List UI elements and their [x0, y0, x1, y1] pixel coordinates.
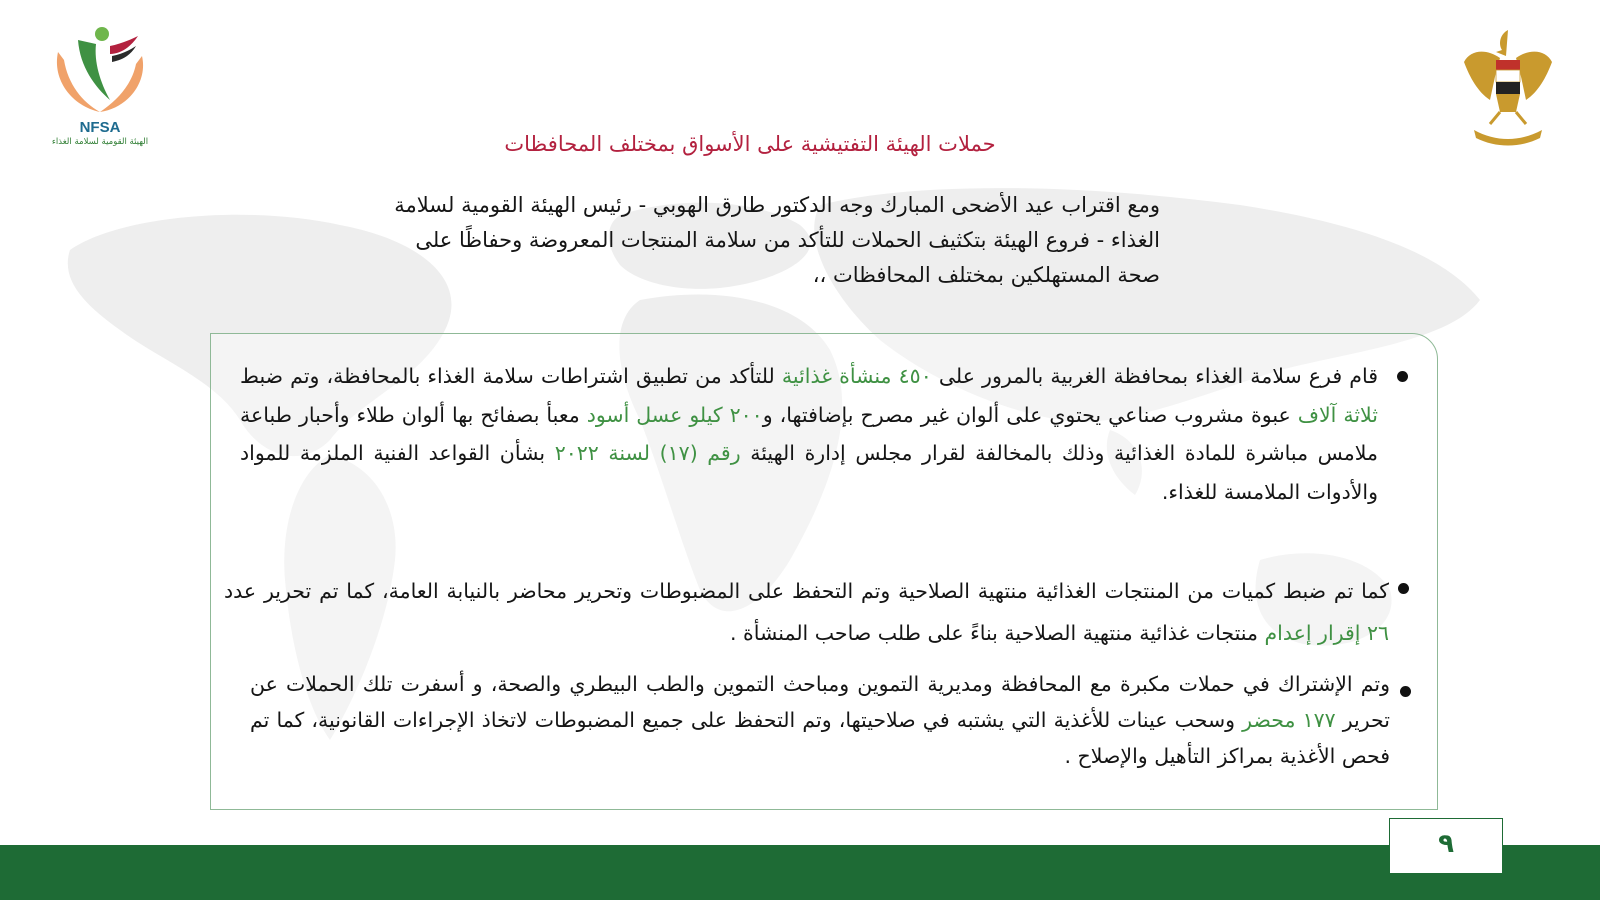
- highlight-bottles: ثلاثة آلاف: [1297, 402, 1378, 427]
- logo-organization-name: الهيئة القومية لسلامة الغذاء: [51, 137, 149, 147]
- page-number: ٩: [1389, 818, 1503, 874]
- footer-bar: [0, 845, 1600, 900]
- bullet-dot: [1398, 583, 1409, 594]
- hands-person-icon: [50, 22, 150, 118]
- highlight-reports: ١٧٧ محضر: [1242, 708, 1336, 732]
- highlight-honey: ٢٠٠ كيلو عسل أسود: [586, 402, 763, 427]
- page-title: حملات الهيئة التفتيشية على الأسواق بمختلف المحافظات: [504, 132, 996, 156]
- highlight-facilities: ٤٥٠ منشأة غذائية: [781, 364, 932, 388]
- logo-abbreviation: NFSA: [79, 119, 121, 136]
- highlight-destruction: ٢٦ إقرار إعدام: [1264, 621, 1389, 645]
- bullet-item-3: وتم الإشتراك في حملات مكبرة مع المحافظة ومديرية التموين ومباحث التموين والطب البيطري والصحة، و أسفرت تلك الحملات عن تحرير ١٧٧ محضر وسحب عينات للأغذية التي يشتبه في صلاحيتها، وتم التحفظ على جميع المضبوطات لاتخاذ الإجراءات القانونية، كما تم فحص الأغذية بمراكز التأهيل والإصلاح .: [250, 672, 1390, 768]
- intro-paragraph: ومع اقتراب عيد الأضحى المبارك وجه الدكتور طارق الهوبي - رئيس الهيئة القومية لسلامة الغذاء - فروع الهيئة بتكثيف الحملات للتأكد من سلامة المنتجات المعروضة وحفاظًا على صحة المستهلكين بمختلف المحافظات ،،: [394, 193, 1160, 287]
- bullet-dot: [1397, 371, 1408, 382]
- bullet-item-1: قام فرع سلامة الغذاء بمحافظة الغربية بالمرور على ٤٥٠ منشأة غذائية للتأكد من تطبيق اشتراطات سلامة الغذاء بالمحافظة، وتم ضبط ثلاثة آلاف عبوة مشروب صناعي يحتوي على ألوان غير مصرح بإضافتها، و٢٠٠ كيلو عسل أسود معبأ بصفائح بها ألوان طلاء وأحبار طباعة ملامس مباشرة للمادة الغذائية وذلك بالمخالفة لقرار مجلس إدارة الهيئة رقم (١٧) لسنة ٢٠٢٢ بشأن القواعد الفنية الملزمة للمواد والأدوات الملامسة للغذاء.: [240, 364, 1378, 504]
- egypt-eagle-emblem-icon: [1460, 26, 1556, 150]
- nfsa-logo: [40, 22, 160, 162]
- bullet-item-2: كما تم ضبط كميات من المنتجات الغذائية منتهية الصلاحية وتم التحفظ على المضبوطات وتحرير محاضر بالنيابة العامة، كما تم تحرير عدد ٢٦ إقرار إعدام منتجات غذائية منتهية الصلاحية بناءً على طلب صاحب المنشأة .: [224, 579, 1389, 645]
- highlight-decision: رقم (١٧) لسنة ٢٠٢٢: [554, 441, 741, 465]
- bullet-dot: [1400, 686, 1411, 697]
